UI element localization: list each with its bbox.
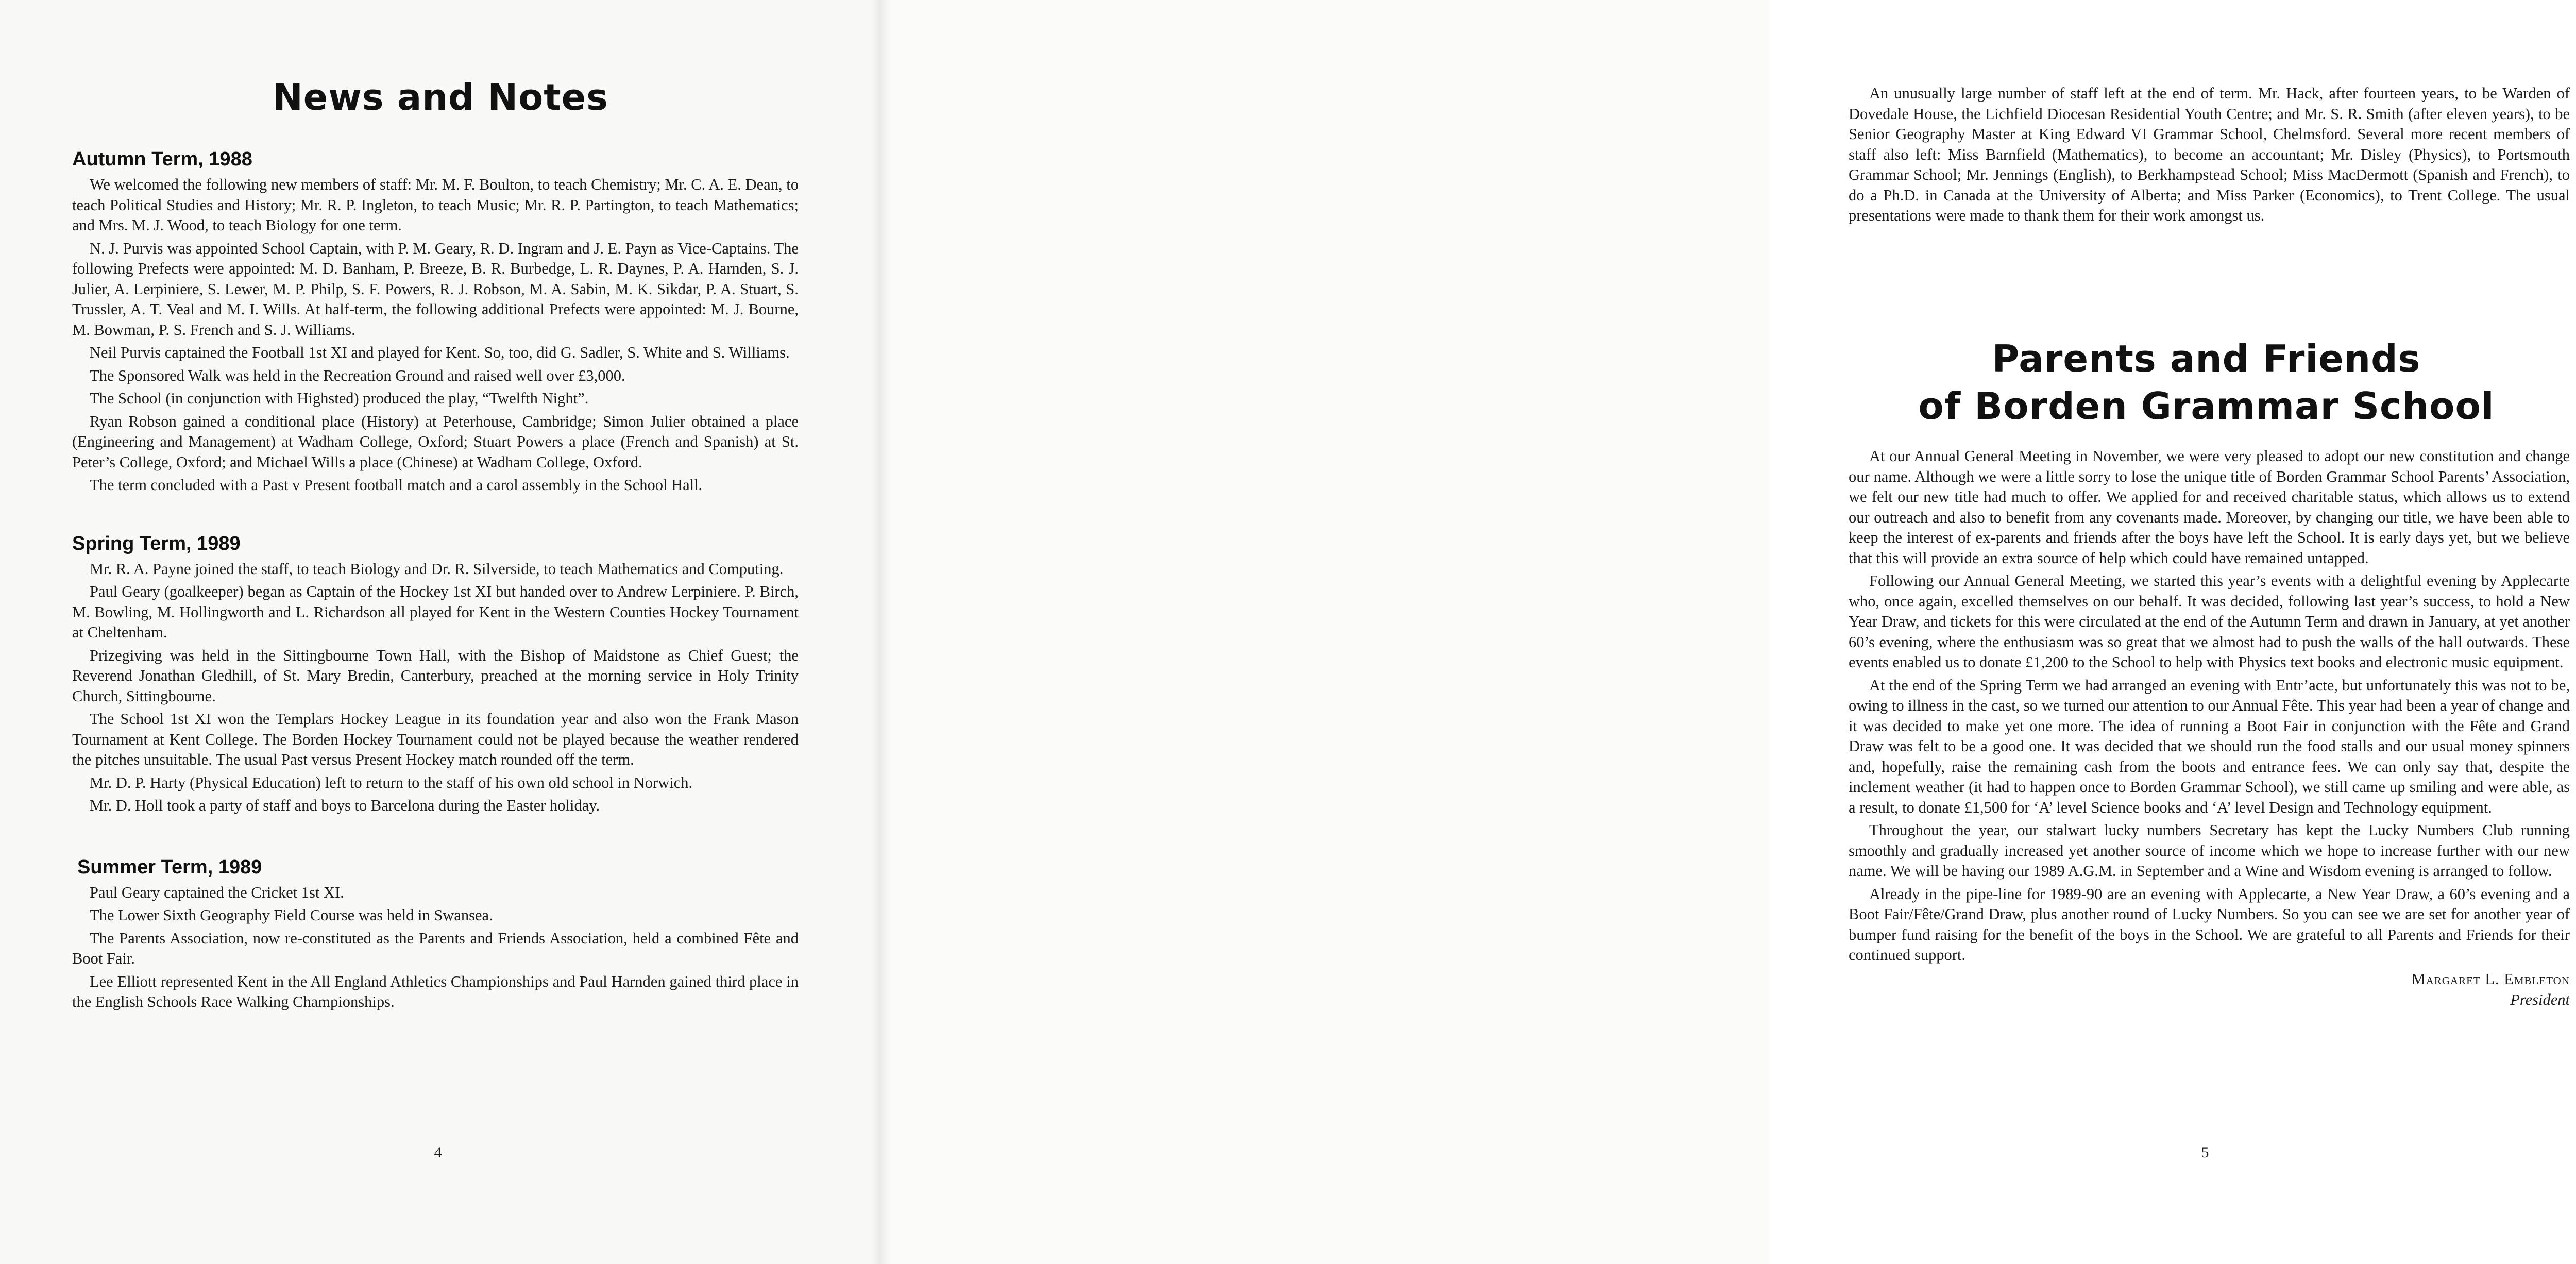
spring-term-section — [72, 533, 799, 816]
paragraph: N. J. Purvis was appointed School Captain, with P. M. Geary, R. D. Ingram and J. E. Payn as Vice-Captains. The following Prefects were appointed: M. D. Banham, P. Breeze, B. R. Burbedge, L. R. Daynes, P. A. Harnden, S. J. Julier, A. Lerpiniere, S. Lewer, M. P. Philp, S. F. Powers, R. J. Robson, M. A. Sabin, M. K. Sikdar, P. A. Stuart, S. Trussler, A. T. Veal and M. I. Wills. At half-term, the following additional Prefects were appointed: M. J. Bourne, M. Bowman, P. S. French and S. J. Williams. — [72, 239, 799, 339]
article-title — [1762, 335, 2576, 430]
paragraph: At our Annual General Meeting in November, we were very pleased to adopt our new constitution and change our name. Although we were a little sorry to lose the unique title of Borden Grammar School Parents’ Association, we felt our new title had much to offer. We applied for and received charitable status, which allows us to extend our outreach and also to benefit from any covenants made. Moreover, by changing our title, we have been able to keep the interest of ex-parents and friends after the boys have left the School. It is early days yet, but we believe that this will provide an extra source of help which could have remained untapped. — [1849, 447, 2570, 567]
signature-block — [1849, 969, 2570, 1010]
staff-departures-column — [1849, 83, 2570, 229]
article-title-line: of Borden Grammar School — [1918, 384, 2495, 428]
paragraph: Ryan Robson gained a conditional place (History) at Peterhouse, Cambridge; Simon Julier obtained a place (Engineering and Management) at Wadham College, Oxford; Stuart Powers a place (French and Spanish) at St. Peter’s College, Oxford; and Michael Wills a place (Chinese) at Wadham College, Oxford. — [72, 412, 799, 471]
news-column — [72, 148, 799, 1053]
left-page — [0, 0, 881, 1264]
signature-name: Margaret L. Embleton — [2411, 970, 2570, 988]
section-heading: Spring Term, 1989 — [72, 532, 241, 554]
page-number: 4 — [434, 1144, 442, 1161]
paragraph: Paul Geary captained the Cricket 1st XI. — [90, 883, 344, 901]
paragraph: The Lower Sixth Geography Field Course was held in Swansea. — [90, 906, 493, 924]
paragraph: An unusually large number of staff left at the end of term. Mr. Hack, after fourteen years, to be Warden of Dovedale House, the Lichfield Diocesan Residential Youth Centre; and Mr. S. R. Smith (after eleven years), to be Senior Geography Master at King Edward VI Grammar School, Chelmsford. Several more recent members of staff also left: Miss Barnfield (Mathematics), to become an accountant; Mr. Disley (Physics), to Portsmouth Grammar School; Mr. Jennings (English), to Berkhampstead School; Miss MacDermott (Spanish and French), to do a Ph.D. in Canada at the University of Alberta; and Miss Parker (Economics), to Trent College. The usual presentations were made to thank them for their work amongst us. — [1849, 85, 2570, 224]
page-title: News and Notes — [273, 76, 608, 119]
autumn-term-section — [72, 148, 799, 496]
paragraph: The School 1st XI won the Templars Hockey League in its foundation year and also won the Frank Mason Tournament at Kent College. The Borden Hockey Tournament could not be played because the weather rendered the pitches unsuitable. The usual Past versus Present Hockey match rounded off the term. — [72, 710, 799, 768]
section-heading: Autumn Term, 1988 — [72, 148, 252, 170]
paragraph: The School (in conjunction with Highsted) produced the play, “Twelfth Night”. — [90, 390, 589, 407]
paragraph: We welcomed the following new members of staff: Mr. M. F. Boulton, to teach Chemistry; Mr. C. A. E. Dean, to teach Political Studies and History; Mr. R. P. Ingleton, to teach Music; Mr. R. P. Partington, to teach Mathematics; and Mrs. M. J. Wood, to teach Biology for one term. — [72, 176, 799, 234]
paragraph: Neil Purvis captained the Football 1st XI and played for Kent. So, too, did G. Sadler, S. White and S. Williams. — [90, 344, 790, 361]
paragraph: Mr. D. Holl took a party of staff and boys to Barcelona during the Easter holiday. — [90, 797, 600, 814]
paragraph: Mr. R. A. Payne joined the staff, to teach Biology and Dr. R. Silverside, to teach Mathematics and Computing. — [90, 560, 784, 578]
article-body — [1849, 446, 2570, 1010]
paragraph: Already in the pipe-line for 1989-90 are an evening with Applecarte, a New Year Draw, a 60’s evening and a Boot Fair/Fête/Grand Draw, plus another round of Lucky Numbers. So you can see we are set for another year of bumper fund raising for the benefit of the boys in the School. We are grateful to all Parents and Friends for their continued support. — [1849, 885, 2570, 964]
paragraph: Throughout the year, our stalwart lucky numbers Secretary has kept the Lucky Numbers Club running smoothly and gradually increased yet another source of income which we hope to increase further with our new name. We will be having our 1989 A.G.M. in September and a Wine and Wisdom evening is arranged to follow. — [1849, 821, 2570, 880]
right-page — [881, 0, 2570, 1264]
paragraph: Lee Elliott represented Kent in the All England Athletics Championships and Paul Harnden gained third place in the English Schools Race Walking Championships. — [72, 972, 799, 1010]
paragraph: Prizegiving was held in the Sittingbourne Town Hall, with the Bishop of Maidstone as Chief Guest; the Reverend Jonathan Gledhill, of St. Mary Bredin, Canterbury, preached at the morning service in Holy Trinity Church, Sittingbourne. — [72, 646, 799, 705]
summer-term-section — [72, 856, 799, 1013]
paragraph: Mr. D. P. Harty (Physical Education) left to return to the staff of his own old school in Norwich. — [90, 773, 693, 791]
signature-role: President — [2510, 990, 2570, 1008]
paragraph: At the end of the Spring Term we had arranged an evening with Entr’acte, but unfortunately this was not to be, owing to illness in the cast, so we turned our attention to our Annual Fête. This year had been a year of change and it was decided to make yet one more. The idea of running a Boot Fair in conjunction with the Fête and Grand Draw was felt to be a good one. It was decided that we should run the food stalls and our usual money spinners and, hopefully, raise the remaining cash from the boots and entrance fees. We can only say that, despite the inclement weather (it had to happen once to Borden Grammar School), we still came up smiling and were able, as a result, to donate £1,500 for ‘A’ level Science books and ‘A’ level Design and Technology equipment. — [1849, 676, 2570, 816]
paragraph: Following our Annual General Meeting, we started this year’s events with a delightful evening by Applecarte who, once again, excelled themselves on our behalf. It was decided, following last year’s success, to hold a New Year Draw, and tickets for this were circulated at the end of the Autumn Term and drawn in January, at yet another 60’s evening, where the enthusiasm was so great that we almost had to push the walls of the hall outwards. These events enabled us to donate £1,200 to the School to help with Physics text books and electronic music equipment. — [1849, 572, 2570, 671]
page-number: 5 — [2201, 1144, 2209, 1161]
paragraph: The term concluded with a Past v Present football match and a carol assembly in the School Hall. — [90, 476, 703, 494]
page-gutter — [871, 0, 891, 1264]
article-title-line: Parents and Friends — [1992, 337, 2421, 380]
section-heading: Summer Term, 1989 — [77, 856, 262, 878]
paragraph: The Sponsored Walk was held in the Recreation Ground and raised well over £3,000. — [90, 366, 625, 384]
paragraph: Paul Geary (goalkeeper) began as Captain of the Hockey 1st XI but handed over to Andrew Lerpiniere. P. Birch, M. Bowling, M. Hollingworth and L. Richardson all played for Kent in the Western Counties Hockey Tournament at Cheltenham. — [72, 583, 799, 641]
paragraph: The Parents Association, now re-constituted as the Parents and Friends Association, held a combined Fête and Boot Fair. — [72, 929, 799, 967]
